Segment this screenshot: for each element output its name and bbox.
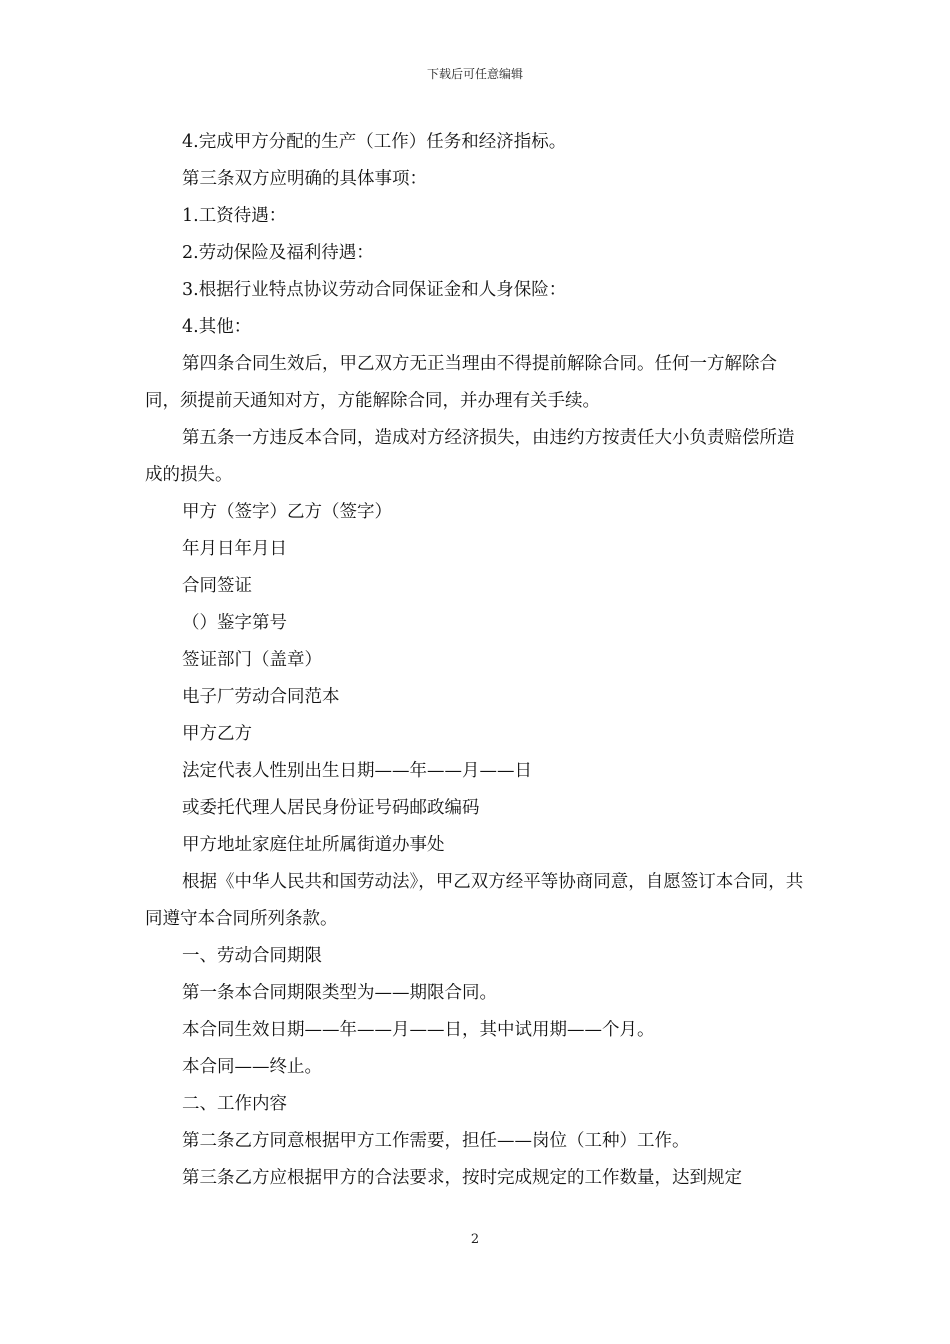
paragraph: 1.工资待遇： xyxy=(182,206,287,226)
paragraph: 第二条乙方同意根据甲方工作需要，担任——岗位（工种）工作。 xyxy=(182,1131,690,1151)
paragraph: 第一条本合同期限类型为——期限合同。 xyxy=(182,983,497,1003)
paragraph: 年月日年月日 xyxy=(182,539,287,559)
paragraph: 第四条合同生效后，甲乙双方无正当理由不得提前解除合同。任何一方解除合同，须提前天通知对方，方能解除合同，并办理有关手续。 xyxy=(145,354,777,411)
paragraph: （）鉴字第号 xyxy=(182,613,287,633)
paragraph: 二、工作内容 xyxy=(182,1094,287,1114)
paragraph: 本合同——终止。 xyxy=(182,1057,322,1077)
document-body xyxy=(145,124,810,1197)
paragraph: 或委托代理人居民身份证号码邮政编码 xyxy=(182,798,480,818)
paragraph: 2.劳动保险及福利待遇： xyxy=(182,243,374,263)
paragraph: 第三条乙方应根据甲方的合法要求，按时完成规定的工作数量，达到规定 xyxy=(182,1168,742,1188)
paragraph: 一、劳动合同期限 xyxy=(182,946,322,966)
page-number: 2 xyxy=(470,1232,480,1247)
paragraph: 甲方（签字）乙方（签字） xyxy=(182,502,392,522)
paragraph: 甲方乙方 xyxy=(182,724,252,744)
paragraph: 4.其他： xyxy=(182,317,252,337)
paragraph: 法定代表人性别出生日期——年——月——日 xyxy=(182,761,532,781)
paragraph: 签证部门（盖章） xyxy=(182,650,322,670)
paragraph: 第五条一方违反本合同，造成对方经济损失，由违约方按责任大小负责赔偿所造成的损失。 xyxy=(145,428,795,485)
paragraph: 本合同生效日期——年——月——日，其中试用期——个月。 xyxy=(182,1020,655,1040)
page-header: 下载后可任意编辑 xyxy=(426,67,523,81)
paragraph: 3.根据行业特点协议劳动合同保证金和人身保险： xyxy=(182,280,567,300)
paragraph: 甲方地址家庭住址所属街道办事处 xyxy=(182,835,445,855)
paragraph: 4.完成甲方分配的生产（工作）任务和经济指标。 xyxy=(182,132,567,152)
paragraph: 第三条双方应明确的具体事项： xyxy=(182,169,427,189)
paragraph: 合同签证 xyxy=(182,576,252,596)
paragraph: 电子厂劳动合同范本 xyxy=(182,687,340,707)
paragraph: 根据《中华人民共和国劳动法》，甲乙双方经平等协商同意，自愿签订本合同，共同遵守本合同所列条款。 xyxy=(145,872,804,929)
